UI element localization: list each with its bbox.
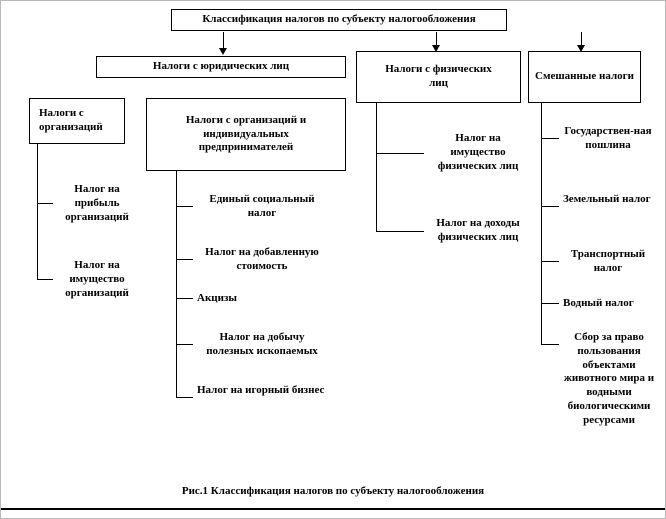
individuals-box: Налоги с физических лиц: [356, 51, 521, 103]
tax-item: Налог на имущество организаций: [65, 259, 129, 299]
down-arrow-icon: [219, 48, 227, 55]
connector-tick: [37, 279, 53, 280]
connector-tick: [541, 261, 559, 262]
connector-line: [541, 103, 542, 344]
tax-item: Сбор за право пользования объектами животного мира и водными биологическими ресурсами: [563, 331, 655, 426]
figure-caption: Рис.1 Классификация налогов по субъекту налогообложения: [181, 485, 485, 497]
connector-line: [37, 144, 38, 279]
arrow-line: [223, 32, 224, 48]
arrow-line: [581, 32, 582, 45]
connector-tick: [541, 206, 559, 207]
connector-tick: [541, 138, 559, 139]
connector-tick: [376, 231, 424, 232]
tax-item: Налог на прибыль организаций: [65, 183, 129, 223]
page-bottom-rule: [1, 508, 666, 510]
organizations-and-entrepreneurs-box: Налоги с организаций и индивидуальных предпринимателей: [146, 98, 346, 171]
connector-tick: [176, 259, 193, 260]
tax-item: Налог на доходы физических лиц: [436, 217, 520, 243]
connector-tick: [176, 206, 193, 207]
tax-item: Налог на добычу полезных ископаемых: [206, 331, 318, 357]
connector-tick: [176, 344, 193, 345]
connector-line: [176, 171, 177, 397]
connector-tick: [541, 303, 559, 304]
connector-tick: [176, 298, 193, 299]
tax-item: Земельный налог: [563, 193, 651, 205]
connector-tick: [176, 397, 193, 398]
tax-item: Государствен-ная пошлина: [564, 125, 652, 151]
tax-item: Транспортный налог: [570, 248, 646, 274]
tax-item: Налог на имущество физических лиц: [437, 132, 519, 172]
legal-entities-box: Налоги с юридических лиц: [96, 56, 346, 78]
arrow-line: [436, 32, 437, 45]
connector-tick: [376, 153, 424, 154]
tax-item: Акцизы: [197, 292, 237, 304]
connector-line: [376, 103, 377, 231]
tax-item: Водный налог: [563, 297, 634, 309]
tax-item: Налог на добавленную стоимость: [205, 246, 319, 272]
mixed-taxes-box: Смешанные налоги: [528, 51, 641, 103]
connector-tick: [37, 203, 53, 204]
connector-tick: [541, 344, 559, 345]
tax-item: Единый социальный налог: [209, 193, 315, 219]
organizations-box: Налоги с организаций: [29, 98, 125, 144]
root-title-box: Классификация налогов по субъекту налогообложения: [171, 9, 507, 31]
tax-item: Налог на игорный бизнес: [197, 384, 325, 396]
